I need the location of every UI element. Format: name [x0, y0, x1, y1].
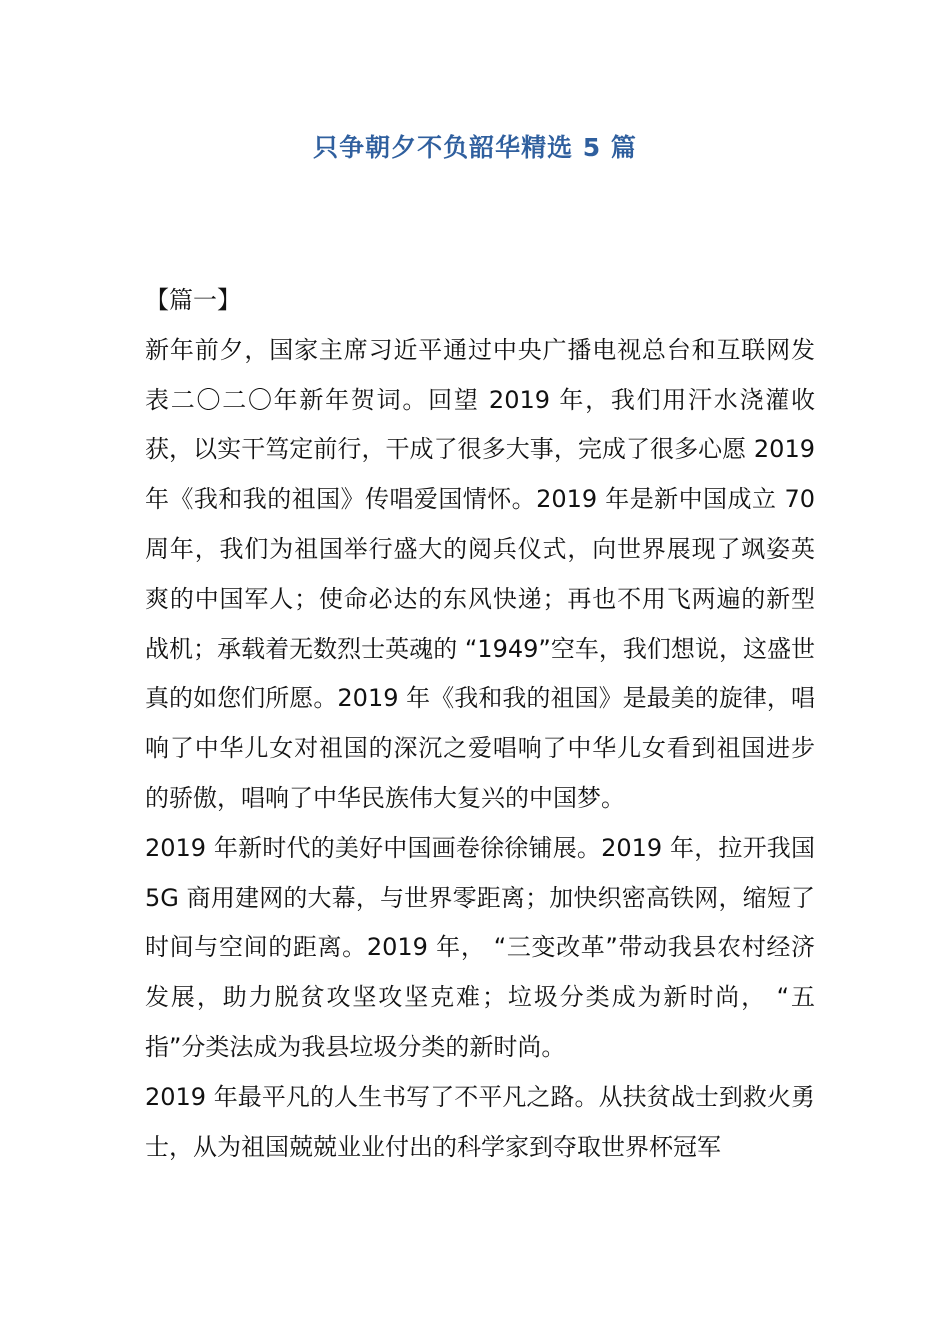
- section-label: 【篇一】: [145, 286, 241, 314]
- document-title: 只争朝夕不负韶华精选 5 篇: [313, 133, 637, 162]
- paragraph-2: 2019 年新时代的美好中国画卷徐徐铺展。2019 年，拉开我国 5G 商用建网的大幕，与世界零距离；加快织密高铁网，缩短了时间与空间的距离。2019 年， “三变改革”带动我县农村经济发展，助力脱贫攻坚攻坚克难；垃圾分类成为新时尚， “五指”分类法成为我县垃圾分类的新时尚。: [145, 833, 815, 1061]
- paragraph-1: 新年前夕，国家主席习近平通过中央广播电视总台和互联网发表二〇二〇年新年贺词。回望 2019 年，我们用汗水浇灌收获，以实干笃定前行，干成了很多大事，完成了很多心愿 2019 年《我和我的祖国》传唱爱国情怀。2019 年是新中国成立 70 周年，我们为祖国举行盛大的阅兵仪式，向世界展现了飒姿英爽的中国军人；使命必达的东风快递；再也不用飞两遍的新型战机；承载着无数烈士英魂的 “1949”空车，我们想说，这盛世真的如您们所愿。2019 年《我和我的祖国》是最美的旋律，唱响了中华儿女对祖国的深沉之爱唱响了中华儿女看到祖国进步的骄傲，唱响了中华民族伟大复兴的中国梦。: [145, 335, 815, 812]
- paragraph-3: 2019 年最平凡的人生书写了不平凡之路。从扶贫战士到救火勇士，从为祖国兢兢业业付出的科学家到夺取世界杯冠军: [145, 1082, 815, 1161]
- document-body: [145, 276, 815, 1172]
